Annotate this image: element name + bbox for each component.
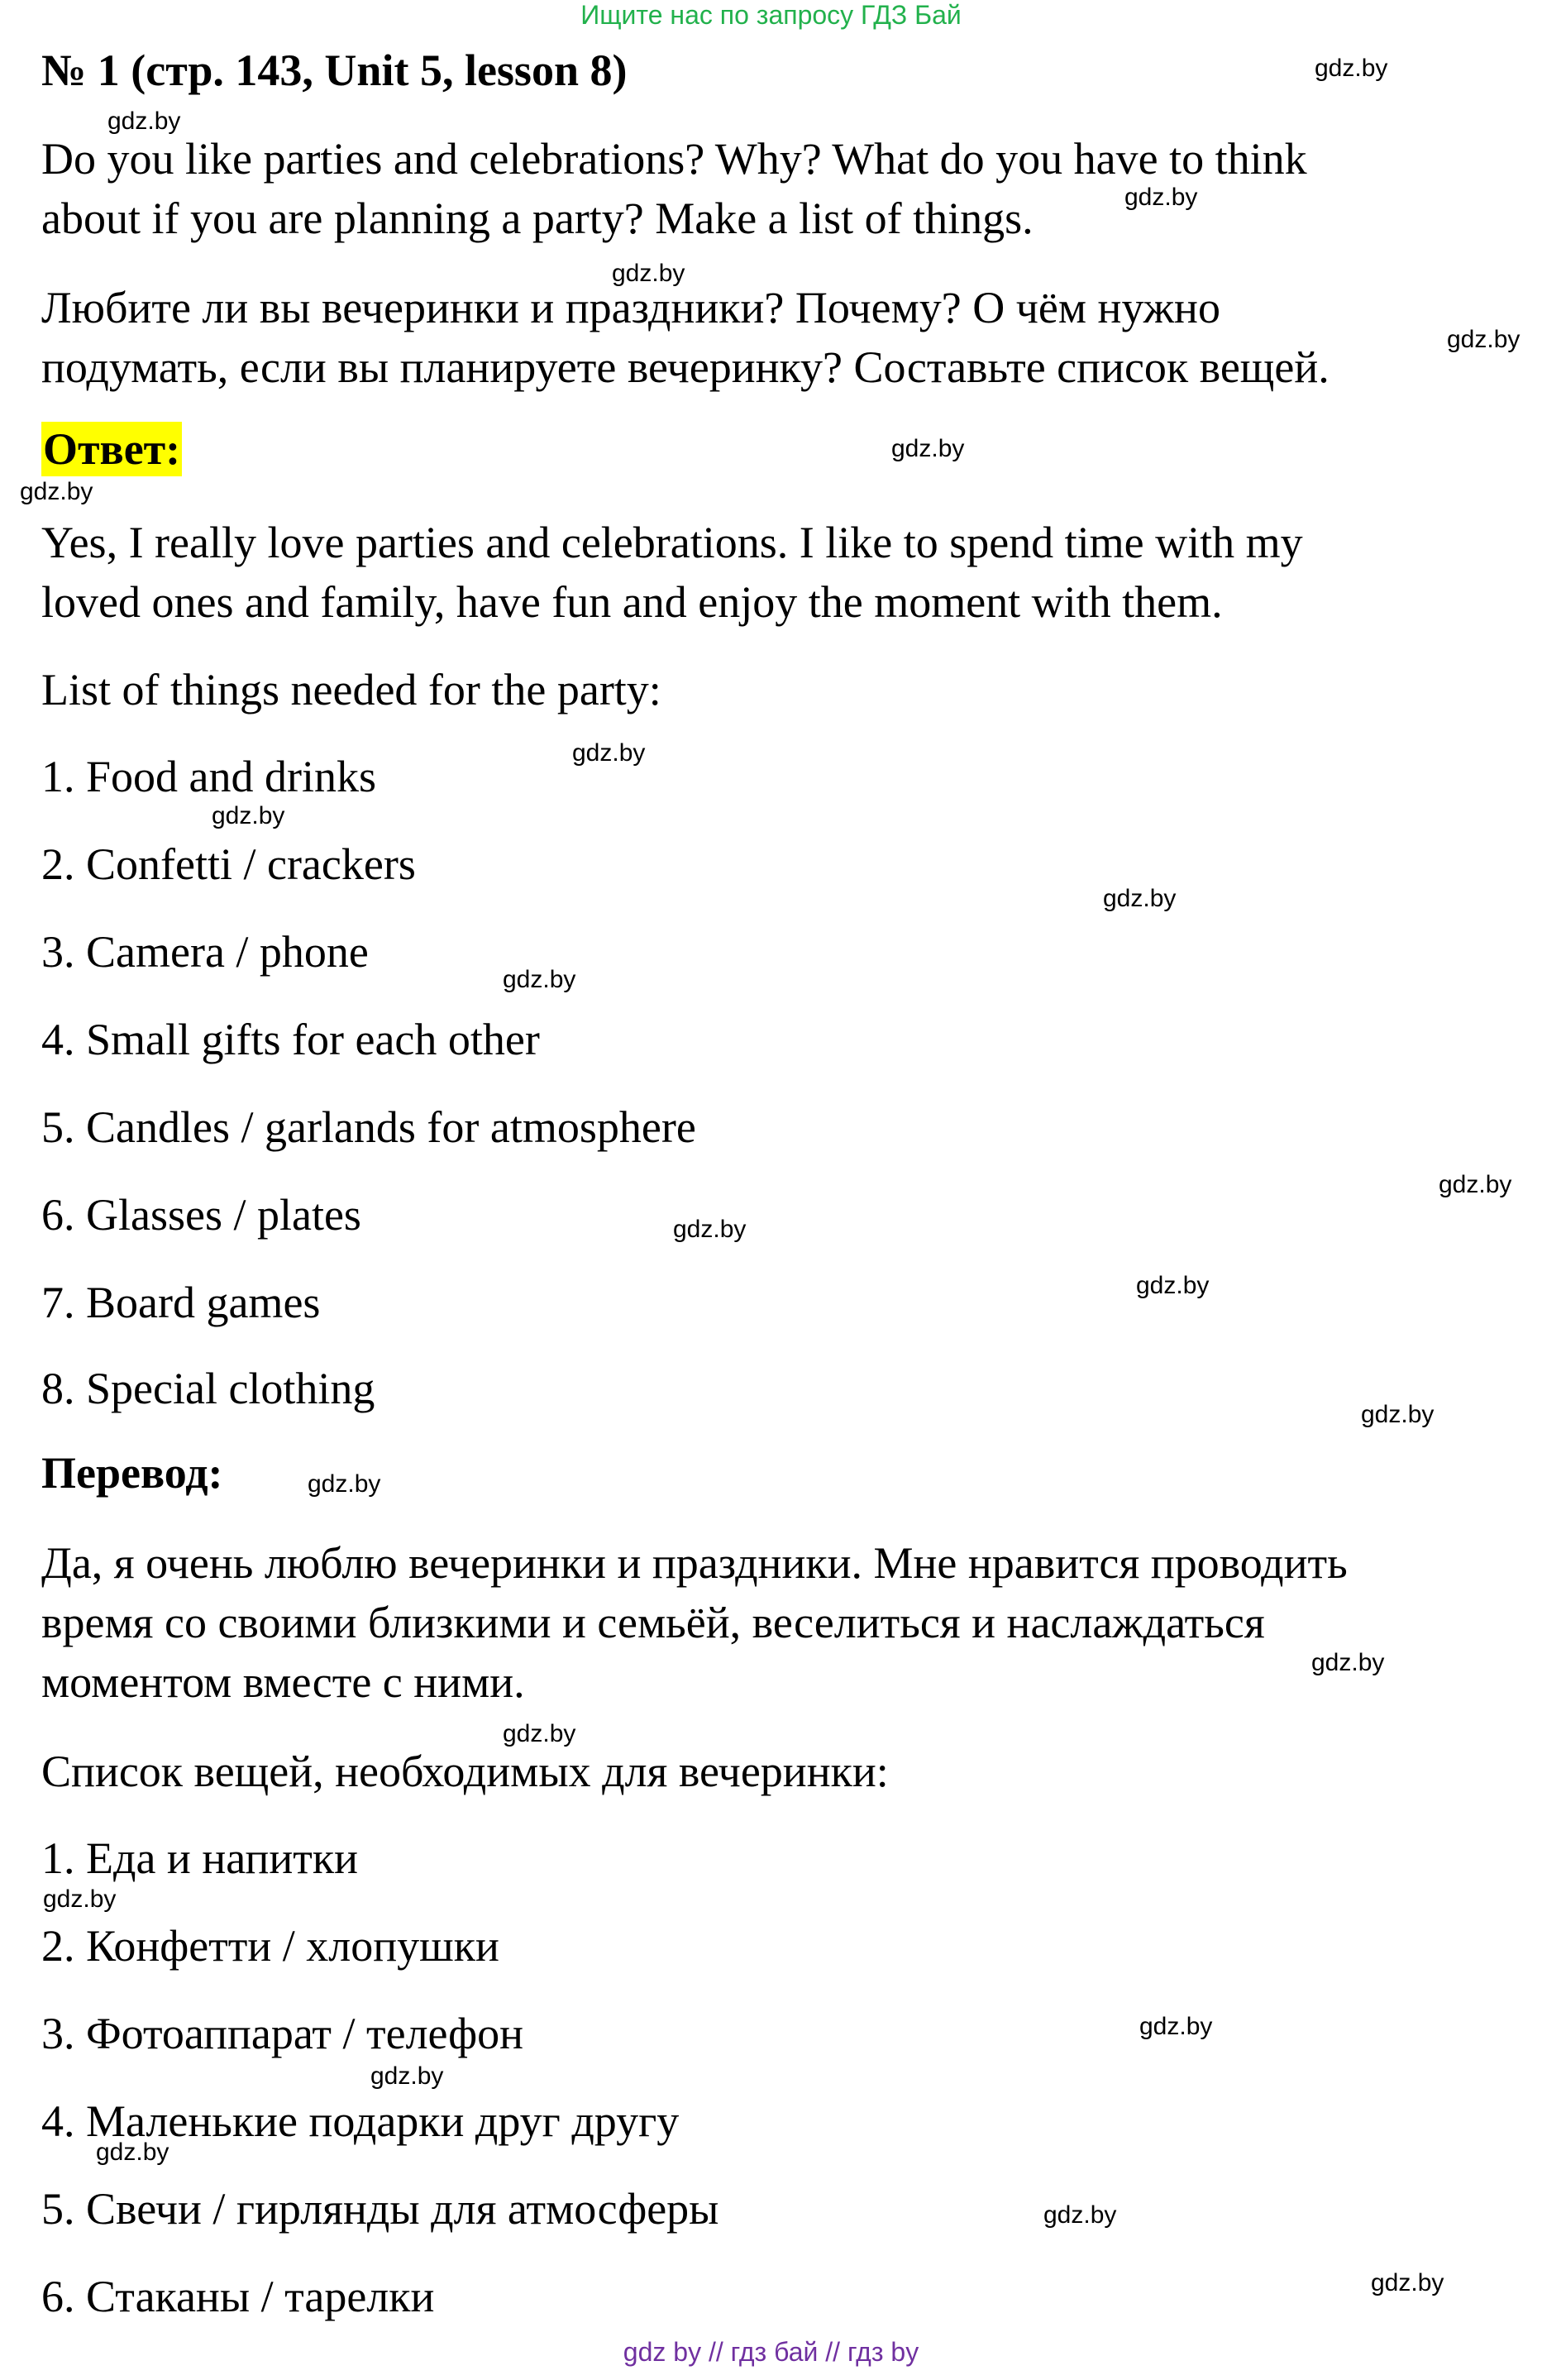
list-item-ru: 1. Еда и напитки: [41, 1833, 359, 1883]
list-item-en: 5. Candles / garlands for atmosphere: [41, 1102, 696, 1152]
list-item-en: 7. Board games: [41, 1278, 321, 1327]
list-item-en: 8. Special clothing: [41, 1364, 375, 1413]
answer-label: Ответ:: [41, 422, 182, 476]
watermark: gdz.by: [612, 260, 685, 287]
list-intro-en: List of things needed for the party:: [41, 665, 661, 714]
watermark: gdz.by: [107, 108, 181, 135]
watermark: gdz.by: [1311, 1649, 1385, 1676]
watermark: gdz.by: [503, 1720, 576, 1747]
question-en-line-1: Do you like parties and celebrations? Why? What do you have to think: [41, 134, 1307, 184]
answer-ru-line-1: Да, я очень люблю вечеринки и праздники. Мне нравится проводить: [41, 1538, 1348, 1588]
watermark: gdz.by: [503, 966, 576, 993]
answer-ru-line-3: моментом вместе с ними.: [41, 1657, 525, 1707]
answer-en-line-2: loved ones and family, have fun and enjoy the moment with them.: [41, 577, 1223, 627]
watermark: gdz.by: [308, 1470, 381, 1498]
watermark: gdz.by: [1371, 2269, 1444, 2296]
watermark: gdz.by: [572, 739, 646, 767]
watermark: gdz.by: [1139, 2013, 1213, 2040]
translation-label: Перевод:: [41, 1448, 223, 1498]
footer-links[interactable]: gdz by // гдз бай // гдз by: [623, 2337, 919, 2367]
list-item-ru: 4. Маленькие подарки друг другу: [41, 2096, 680, 2146]
list-item-en: 4. Small gifts for each other: [41, 1015, 540, 1064]
answer-ru-line-2: время со своими близкими и семьёй, веселиться и наслаждаться: [41, 1598, 1265, 1647]
question-en-line-2: about if you are planning a party? Make a list of things.: [41, 194, 1034, 243]
watermark: gdz.by: [891, 435, 965, 462]
watermark: gdz.by: [1315, 55, 1388, 82]
watermark: gdz.by: [20, 478, 93, 505]
watermark: gdz.by: [212, 802, 285, 829]
question-ru-line-2: подумать, если вы планируете вечеринку? Составьте список вещей.: [41, 342, 1330, 392]
watermark: gdz.by: [370, 2062, 444, 2090]
list-item-ru: 6. Стаканы / тарелки: [41, 2272, 435, 2321]
list-item-en: 2. Confetti / crackers: [41, 839, 416, 889]
list-item-ru: 5. Свечи / гирлянды для атмосферы: [41, 2184, 719, 2234]
list-item-ru: 2. Конфетти / хлопушки: [41, 1921, 499, 1971]
watermark: gdz.by: [1361, 1401, 1435, 1428]
answer-en-line-1: Yes, I really love parties and celebrations. I like to spend time with my: [41, 518, 1303, 567]
list-item-en: 1. Food and drinks: [41, 752, 376, 801]
list-item-ru: 3. Фотоаппарат / телефон: [41, 2009, 524, 2058]
watermark: gdz.by: [1447, 326, 1521, 353]
watermark: gdz.by: [1439, 1171, 1512, 1198]
watermark: gdz.by: [43, 1885, 117, 1913]
watermark: gdz.by: [673, 1216, 747, 1243]
list-item-en: 3. Camera / phone: [41, 927, 369, 977]
question-ru-line-1: Любите ли вы вечеринки и праздники? Почему? О чём нужно: [41, 283, 1220, 332]
list-intro-ru: Список вещей, необходимых для вечеринки:: [41, 1747, 889, 1796]
watermark: gdz.by: [1103, 885, 1177, 912]
top-banner[interactable]: Ищите нас по запросу ГДЗ Бай: [580, 0, 962, 30]
watermark: gdz.by: [1136, 1272, 1210, 1299]
exercise-title: № 1 (стр. 143, Unit 5, lesson 8): [41, 45, 628, 95]
watermark: gdz.by: [1043, 2201, 1117, 2229]
list-item-en: 6. Glasses / plates: [41, 1190, 361, 1240]
watermark: gdz.by: [1124, 184, 1198, 211]
watermark: gdz.by: [96, 2139, 169, 2166]
